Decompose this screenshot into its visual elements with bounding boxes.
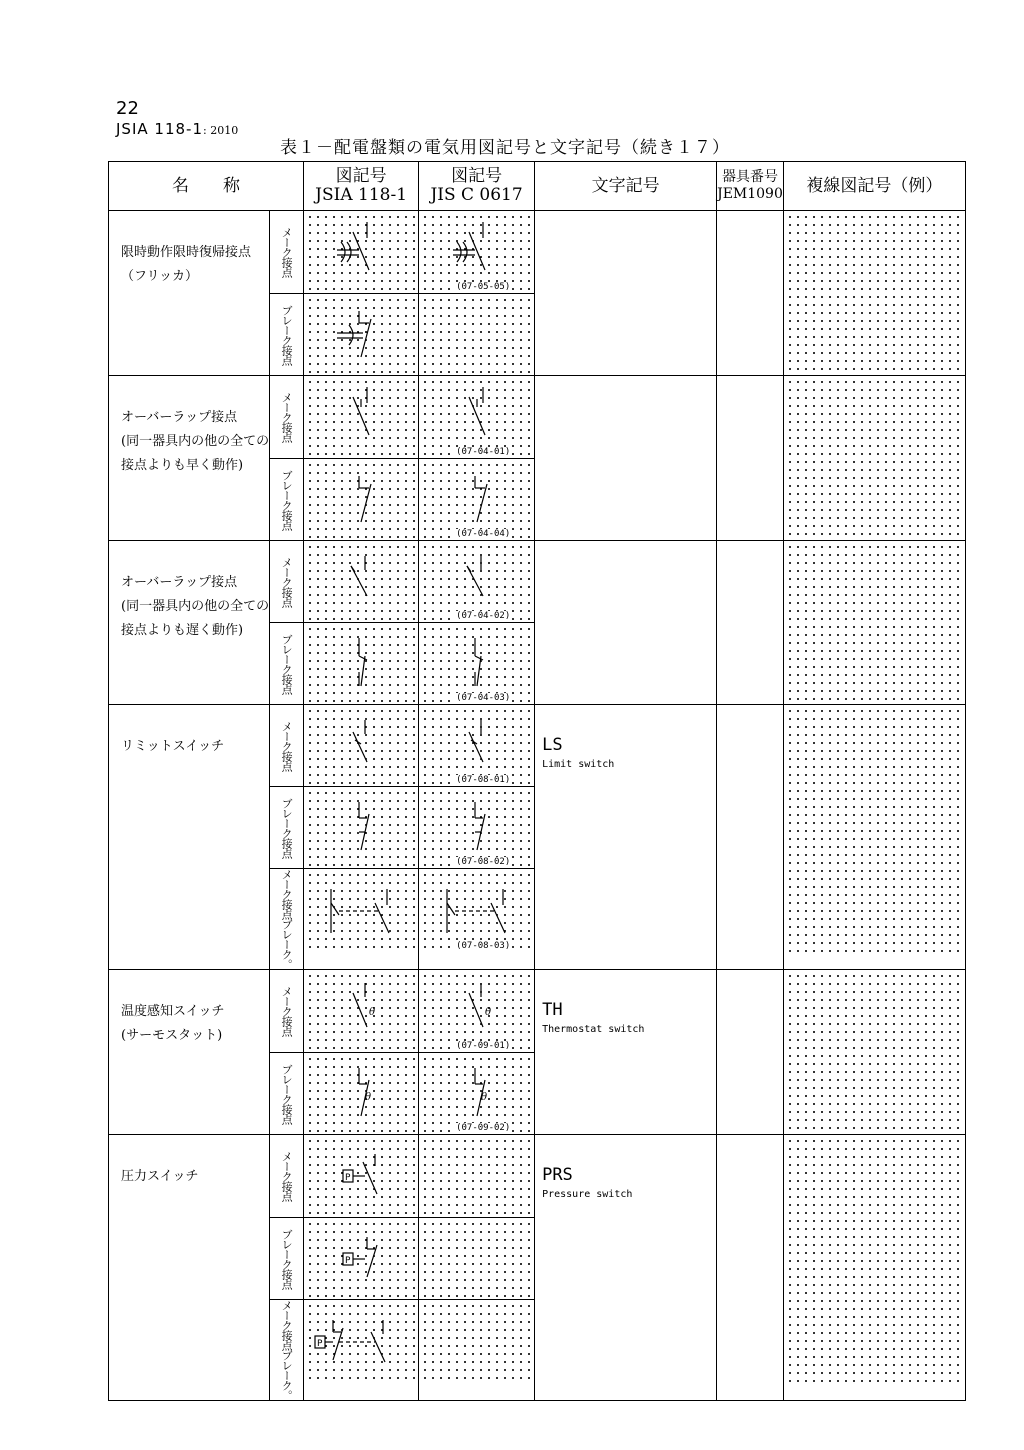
jis-symbol-cell: [419, 1135, 535, 1218]
jsia-symbol-cell-grid: [304, 1135, 418, 1217]
contact-type-label: メーク接点ブレーク。: [270, 1300, 304, 1401]
break-early-symbol: [419, 459, 535, 540]
jis-symbol-cell-grid: [419, 623, 534, 704]
wiring-grid: [784, 970, 965, 1134]
header-jis: 図記号 JIS C 0617: [419, 162, 535, 211]
contact-type-label: ブレーク接点: [270, 787, 304, 869]
thermo-make-symbol: [419, 970, 535, 1052]
jsia-symbol-cell: [304, 376, 419, 459]
flicker-make-symbol: [304, 211, 419, 293]
press-make-symbol: [304, 1135, 419, 1217]
jis-symbol-cell-grid: [419, 1135, 534, 1217]
wiring-diagram-cell: [783, 376, 965, 541]
contact-type-label: メーク接点: [270, 970, 304, 1053]
jsia-symbol-cell-grid: [304, 1218, 418, 1299]
header-jem: 器具番号 JEM1090: [717, 162, 784, 211]
wiring-grid: [784, 1135, 965, 1383]
item-name-line: 限時動作限時復帰接点: [121, 245, 252, 260]
contact-type-label: メーク接点: [270, 705, 304, 787]
jsia-symbol-cell-grid: [304, 623, 418, 704]
letter-symbol-english: Pressure switch: [542, 1189, 633, 1200]
symbol-code: (07-04-01): [456, 447, 511, 457]
letter-symbol-english: Thermostat switch: [542, 1024, 645, 1035]
item-name-line: オーバーラップ接点: [121, 410, 238, 425]
press-both-symbol: [304, 1300, 419, 1383]
letter-symbol-cell: [535, 705, 717, 970]
letter-symbol-cell: [535, 376, 717, 541]
symbol-code: (07-04-04): [456, 529, 511, 539]
jis-symbol-cell-grid: [419, 1218, 534, 1299]
jis-symbol-cell: [419, 970, 535, 1053]
limit-both-symbol: [419, 869, 535, 952]
item-name-line: （フリッカ）: [121, 269, 198, 284]
jsia-symbol-cell: [304, 1300, 419, 1401]
contact-type-label: ブレーク接点: [270, 1218, 304, 1300]
item-name-line: 接点よりも早く動作): [121, 458, 244, 473]
svg-text:P: P: [345, 1256, 351, 1266]
svg-text:θ: θ: [481, 1092, 488, 1103]
jis-symbol-cell-grid: [419, 211, 534, 293]
flicker-make-symbol: [419, 211, 535, 293]
jis-symbol-cell-grid: [419, 869, 534, 952]
jsia-symbol-cell: [304, 211, 419, 294]
symbol-code: (07-08-02): [456, 857, 511, 867]
jsia-symbol-cell: [304, 459, 419, 541]
symbol-code: (07-08-01): [456, 775, 511, 785]
item-name: [109, 541, 270, 705]
table-row: [109, 211, 966, 294]
make-early-symbol: [419, 376, 535, 458]
item-name: [109, 376, 270, 541]
table-row: [109, 541, 966, 623]
jem-number-cell: [717, 705, 784, 970]
jis-symbol-cell-grid: [419, 787, 534, 868]
jis-symbol-cell: [419, 1053, 535, 1135]
break-early-symbol: [304, 459, 419, 540]
jsia-symbol-cell: [304, 705, 419, 787]
make-late-symbol: [304, 541, 419, 622]
jsia-symbol-cell: [304, 1135, 419, 1218]
jem-number-cell: [717, 1135, 784, 1401]
svg-text:θ: θ: [485, 1007, 492, 1018]
table-row: [109, 1135, 966, 1218]
jsia-symbol-cell: [304, 623, 419, 705]
wiring-diagram-cell: [783, 211, 965, 376]
break-late-symbol: [419, 623, 535, 704]
jem-number-cell: [717, 541, 784, 705]
item-name-line: リミットスイッチ: [121, 739, 225, 754]
press-break-symbol: [304, 1218, 419, 1299]
jis-symbol-cell-grid: [419, 541, 534, 622]
jsia-symbol-cell-grid: [304, 1300, 418, 1383]
jsia-symbol-cell: [304, 541, 419, 623]
item-name: [109, 211, 270, 376]
jis-symbol-cell: [419, 787, 535, 869]
symbol-code: (07-09-02): [456, 1123, 511, 1133]
limit-both-symbol: [304, 869, 419, 952]
jsia-symbol-cell-grid: [304, 294, 418, 375]
symbol-table: [108, 161, 966, 1401]
table-row: [109, 970, 966, 1053]
table-row: [109, 376, 966, 459]
thermo-make-symbol: [304, 970, 419, 1052]
header-jsia: 図記号 JSIA 118-1: [304, 162, 419, 211]
wiring-grid: [784, 376, 965, 540]
letter-symbol: PRS: [542, 1165, 573, 1185]
jsia-symbol-cell-grid: [304, 787, 418, 868]
contact-type-label: メーク接点: [270, 541, 304, 623]
jis-symbol-cell-grid: [419, 705, 534, 786]
wiring-grid: [784, 211, 965, 375]
jis-symbol-cell: [419, 705, 535, 787]
jsia-symbol-cell: [304, 787, 419, 869]
limit-make-symbol: [419, 705, 535, 786]
contact-type-label: メーク接点: [270, 1135, 304, 1218]
jsia-symbol-cell-grid: [304, 869, 418, 952]
jem-number-cell: [717, 211, 784, 376]
flicker-break-symbol: [304, 294, 419, 375]
jsia-symbol-cell-grid: [304, 376, 418, 458]
thermo-break-symbol: [304, 1053, 419, 1134]
contact-type-label: メーク接点: [270, 211, 304, 294]
item-name-line: (サーモスタット): [121, 1028, 223, 1043]
item-name: [109, 705, 270, 970]
wiring-grid: [784, 705, 965, 952]
jsia-symbol-cell-grid: [304, 541, 418, 622]
svg-text:P: P: [317, 1339, 323, 1349]
limit-make-symbol: [304, 705, 419, 786]
jem-number-cell: [717, 376, 784, 541]
item-name: [109, 970, 270, 1135]
jsia-symbol-cell-grid: [304, 211, 418, 293]
header-name: 名 称: [109, 162, 304, 211]
svg-text:θ: θ: [365, 1092, 372, 1103]
contact-type-label: メーク接点ブレーク。: [270, 869, 304, 970]
jsia-symbol-cell: [304, 1053, 419, 1135]
item-name-line: 接点よりも遅く動作): [121, 623, 244, 638]
jis-symbol-cell-grid: [419, 459, 534, 540]
letter-symbol-cell: [535, 541, 717, 705]
thermo-break-symbol: [419, 1053, 535, 1134]
svg-text:θ: θ: [369, 1007, 376, 1018]
wiring-grid: [784, 541, 965, 704]
symbol-code: (07-05-05): [456, 282, 511, 292]
header-moji: 文字記号: [535, 162, 717, 211]
item-name-line: オーバーラップ接点: [121, 575, 238, 590]
item-name-line: (同一器具内の他の全ての: [121, 434, 270, 449]
table-row: [109, 705, 966, 787]
contact-type-label: ブレーク接点: [270, 623, 304, 705]
jis-symbol-cell: [419, 459, 535, 541]
letter-symbol: LS: [542, 735, 563, 755]
jis-symbol-cell: [419, 1300, 535, 1401]
make-late-symbol: [419, 541, 535, 622]
jis-symbol-cell: [419, 1218, 535, 1300]
table-title: 表１－配電盤類の電気用図記号と文字記号（続き１７）: [280, 138, 730, 158]
standard-code: JSIA 118-1: [116, 120, 203, 138]
standard-year: : 2010: [203, 124, 239, 137]
jis-symbol-cell: [419, 211, 535, 294]
item-name-line: 温度感知スイッチ: [121, 1004, 225, 1019]
contact-type-label: ブレーク接点: [270, 459, 304, 541]
svg-text:P: P: [345, 1173, 351, 1183]
letter-symbol-english: Limit switch: [542, 759, 615, 770]
symbol-code: (07-08-03): [456, 941, 511, 951]
contact-type-label: ブレーク接点: [270, 1053, 304, 1135]
jis-symbol-cell: [419, 869, 535, 970]
jsia-symbol-cell: [304, 1218, 419, 1300]
contact-type-label: ブレーク接点: [270, 294, 304, 376]
jsia-symbol-cell-grid: [304, 1053, 418, 1134]
jem-number-cell: [717, 970, 784, 1135]
jis-symbol-cell: [419, 623, 535, 705]
jsia-symbol-cell: [304, 294, 419, 376]
wiring-diagram-cell: [783, 970, 965, 1135]
jis-symbol-cell-grid: [419, 1300, 534, 1383]
contact-type-label: メーク接点: [270, 376, 304, 459]
wiring-diagram-cell: [783, 1135, 965, 1401]
limit-break-symbol: [304, 787, 419, 868]
letter-symbol: TH: [542, 1000, 563, 1020]
jis-symbol-cell: [419, 376, 535, 459]
jis-symbol-cell-grid: [419, 1053, 534, 1134]
header-fukusen: 複線図記号（例）: [783, 162, 965, 211]
jis-symbol-cell: [419, 541, 535, 623]
letter-symbol-cell: [535, 970, 717, 1135]
break-late-symbol: [304, 623, 419, 704]
item-name: [109, 1135, 270, 1401]
symbol-code: (07-04-03): [456, 693, 511, 703]
item-name-line: (同一器具内の他の全ての: [121, 599, 270, 614]
jsia-symbol-cell-grid: [304, 705, 418, 786]
limit-break-symbol: [419, 787, 535, 868]
jis-symbol-cell-grid: [419, 376, 534, 458]
letter-symbol-cell: [535, 211, 717, 376]
jsia-symbol-cell: [304, 869, 419, 970]
make-early-symbol: [304, 376, 419, 458]
jsia-symbol-cell-grid: [304, 970, 418, 1052]
wiring-diagram-cell: [783, 705, 965, 970]
symbol-code: (07-04-02): [456, 611, 511, 621]
jsia-symbol-cell: [304, 970, 419, 1053]
letter-symbol-cell: [535, 1135, 717, 1401]
symbol-code: (07-09-01): [456, 1041, 511, 1051]
wiring-diagram-cell: [783, 541, 965, 705]
item-name-line: 圧力スイッチ: [121, 1169, 199, 1184]
standard-id: [116, 120, 238, 138]
jis-symbol-cell-grid: [419, 970, 534, 1052]
jsia-symbol-cell-grid: [304, 459, 418, 540]
page-number: 22: [116, 98, 139, 119]
jis-symbol-cell-grid: [419, 294, 534, 375]
jis-symbol-cell: [419, 294, 535, 376]
